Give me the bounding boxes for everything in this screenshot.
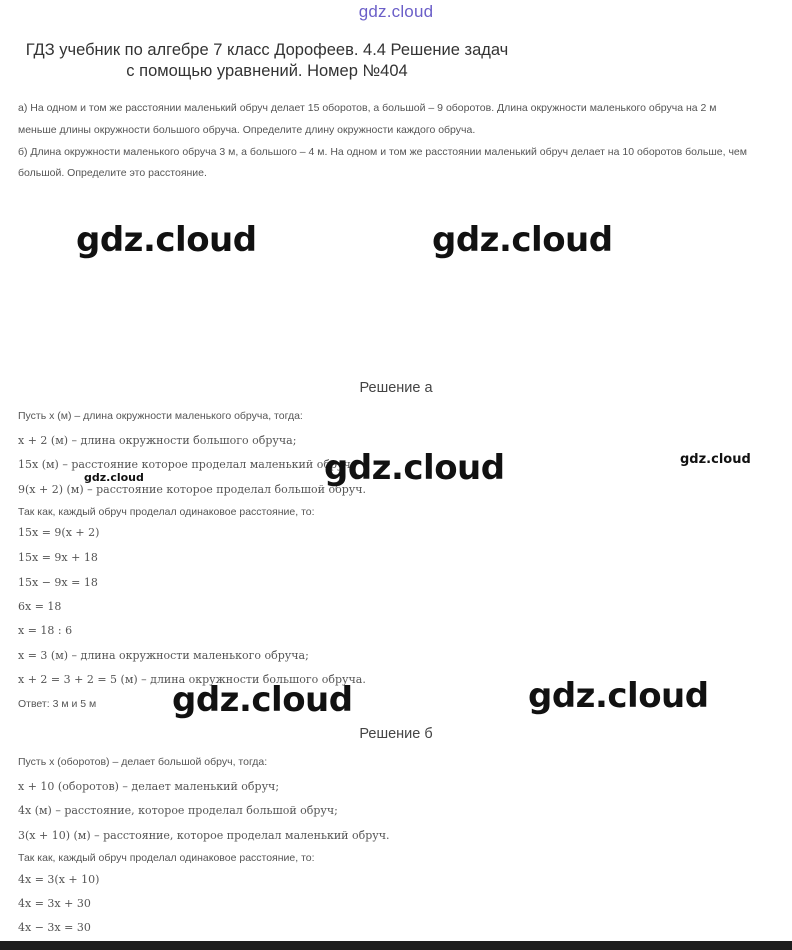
watermark-small: gdz.cloud <box>680 452 751 467</box>
watermark: gdz.cloud <box>432 220 613 260</box>
solution-a-line: x + 2 = 3 + 2 = 5 (м) – длина окружности большого обруча. <box>18 673 366 686</box>
page-title-line-2: с помощью уравнений. Номер №404 <box>126 62 408 80</box>
page-title-line-1: ГДЗ учебник по алгебре 7 класс Дорофеев. 4.4 Решение задач <box>25 41 509 59</box>
solution-a-equation: 15x − 9x = 18 <box>18 576 98 589</box>
task-b-line-1: б) Длина окружности маленького обруча 3 м, а большого – 4 м. На одном и том же расстоянии маленький обруч делает на 10 оборотов больше, чем <box>18 146 747 158</box>
solution-b-line: Так как, каждый обруч проделал одинаковое расстояние, то: <box>18 852 315 864</box>
solution-a-line: 9(x + 2) (м) – расстояние которое проделал большой обруч. <box>18 483 366 496</box>
solution-b-line: Пусть x (оборотов) – делает большой обруч, тогда: <box>18 756 268 768</box>
solution-a-line: Пусть x (м) – длина окружности маленького обруча, тогда: <box>18 410 303 422</box>
watermark: gdz.cloud <box>76 220 257 260</box>
solution-b-heading: Решение б <box>359 726 433 742</box>
task-a-line-2: меньше длины окружности большого обруча. Определите длину окружности каждого обруча. <box>18 124 476 136</box>
solution-a-equation: 6x = 18 <box>18 600 62 613</box>
solution-a-line: Так как, каждый обруч проделал одинаковое расстояние, то: <box>18 506 315 518</box>
solution-a-line: 15x (м) – расстояние которое проделал маленький обруч; <box>18 458 355 471</box>
watermark: gdz.cloud <box>528 676 709 716</box>
task-a-line-1: а) На одном и том же расстоянии маленький обруч делает 15 оборотов, а большой – 9 оборотов. Длина окружности маленького обруча на 2 м <box>18 102 717 114</box>
solution-b-equation: 4x = 3x + 30 <box>18 897 91 910</box>
solution-b-equation: 4x = 3(x + 10) <box>18 873 100 886</box>
solution-b-equation: 4x − 3x = 30 <box>18 921 91 934</box>
solution-a-equation: 15x = 9x + 18 <box>18 551 98 564</box>
bottom-bar <box>0 941 792 950</box>
solution-a-answer: Ответ: 3 м и 5 м <box>18 698 97 710</box>
solution-b-line: 4x (м) – расстояние, которое проделал большой обруч; <box>18 804 338 817</box>
solution-a-line: x = 3 (м) – длина окружности маленького обруча; <box>18 649 309 662</box>
solution-b-line: 3(x + 10) (м) – расстояние, которое проделал маленький обруч. <box>18 829 390 842</box>
solution-b-line: x + 10 (оборотов) – делает маленький обруч; <box>18 780 280 793</box>
solution-a-equation: 15x = 9(x + 2) <box>18 526 100 539</box>
solution-a-equation: x = 18 : 6 <box>18 624 73 637</box>
solution-a-heading: Решение а <box>359 380 433 396</box>
solution-a-line: x + 2 (м) – длина окружности большого обруча; <box>18 434 297 447</box>
watermark: gdz.cloud <box>172 680 353 720</box>
task-b-line-2: большой. Определите это расстояние. <box>18 167 207 179</box>
site-logo[interactable]: gdz.cloud <box>358 2 434 21</box>
watermark: gdz.cloud <box>324 448 505 488</box>
watermark-small: gdz.cloud <box>84 471 144 484</box>
